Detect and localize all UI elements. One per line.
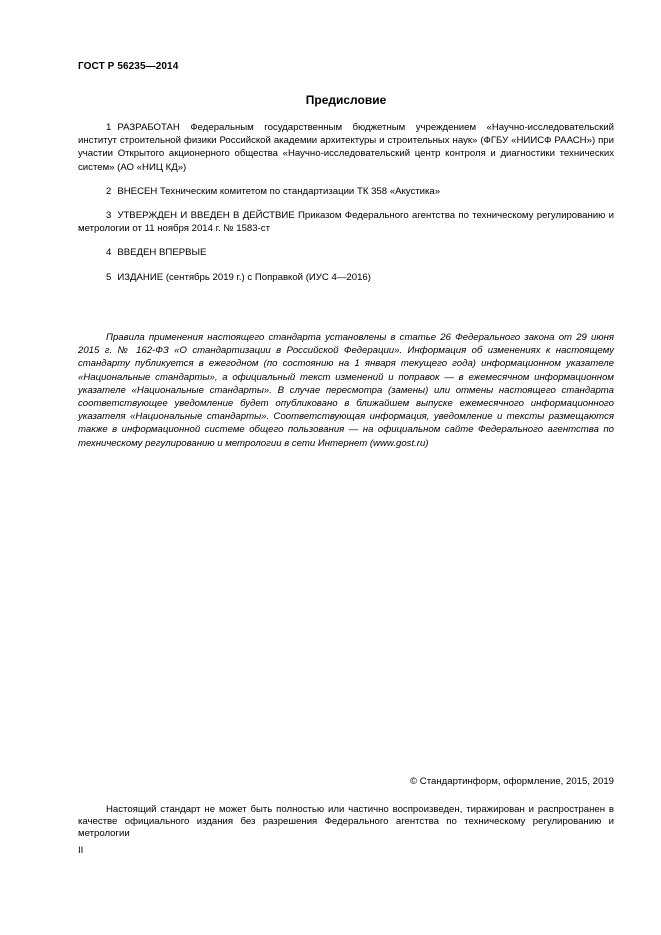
clause-number: 4 bbox=[106, 247, 112, 259]
application-rules-notice: Правила применения настоящего стандарта установлены в статье 26 Федерального закона от 29 июня 2015 г. № 162-ФЗ «О стандартизации в Российской Федерации». Информация об изменениях к настоящему стандарту публикуется в ежегодном (по состоянию на 1 января текущего года) информационном указателе «Национальные стандарты», а официальный текст изменений и поправок — в ежемесячном информационном указателе «Национальные стандарты». В случае пересмотра (замены) или отмены настоящего стандарта соответствующее уведомление будет опубликовано в ближайшем выпуске ежемесячного информационного указателя «Национальные стандарты». Соответствующая информация, уведомление и тексты размещаются также в информационной системе общего пользования — на официальном сайте Федерального агентства по техническому регулированию и метрологии в сети Интернет (www.gost.ru) bbox=[78, 332, 614, 449]
page-number: II bbox=[78, 845, 84, 856]
preface-clause-2 bbox=[78, 185, 614, 198]
clause-number: 5 bbox=[106, 271, 112, 283]
preface-clause-3 bbox=[78, 209, 614, 235]
standard-code: ГОСТ Р 56235—2014 bbox=[78, 61, 179, 72]
copyright-line: © Стандартинформ, оформление, 2015, 2019 bbox=[410, 776, 614, 787]
clause-text: РАЗРАБОТАН Федеральным государственным бюджетным учреждением «Научно-исследовательский институт строительной физики Российской академии архитектуры и строительных наук» (ФГБУ «НИИСФ РААСН») при участии Открытого акционерного общества «Научно-исследовательский центр контроля и диагностики технических систем» (АО «НИЦ КД») bbox=[78, 122, 614, 173]
preface-clauses bbox=[78, 121, 614, 295]
clause-text: ВВЕДЕН ВПЕРВЫЕ bbox=[117, 247, 207, 259]
reproduction-rights-notice: Настоящий стандарт не может быть полностью или частично воспроизведен, тиражирован и распространен в качестве официального издания без разрешения Федерального агентства по техническому регулированию и метрологии bbox=[78, 804, 614, 839]
preface-clause-1 bbox=[78, 121, 614, 174]
clause-number: 2 bbox=[106, 185, 112, 197]
clause-number: 1 bbox=[106, 122, 112, 133]
clause-number: 3 bbox=[106, 210, 112, 222]
preface-clause-4 bbox=[78, 246, 614, 259]
clause-text: УТВЕРЖДЕН И ВВЕДЕН В ДЕЙСТВИЕ Приказом Федерального агентства по техническому регулированию и метрологии от 11 ноября 2014 г. № 1583-ст bbox=[78, 210, 614, 235]
clause-text: ИЗДАНИЕ (сентябрь 2019 г.) с Поправкой (ИУС 4—2016) bbox=[117, 271, 371, 283]
clause-text: ВНЕСЕН Техническим комитетом по стандартизации ТК 358 «Акустика» bbox=[117, 185, 441, 197]
preface-title: Предисловие bbox=[305, 93, 387, 107]
preface-clause-5 bbox=[78, 271, 614, 284]
